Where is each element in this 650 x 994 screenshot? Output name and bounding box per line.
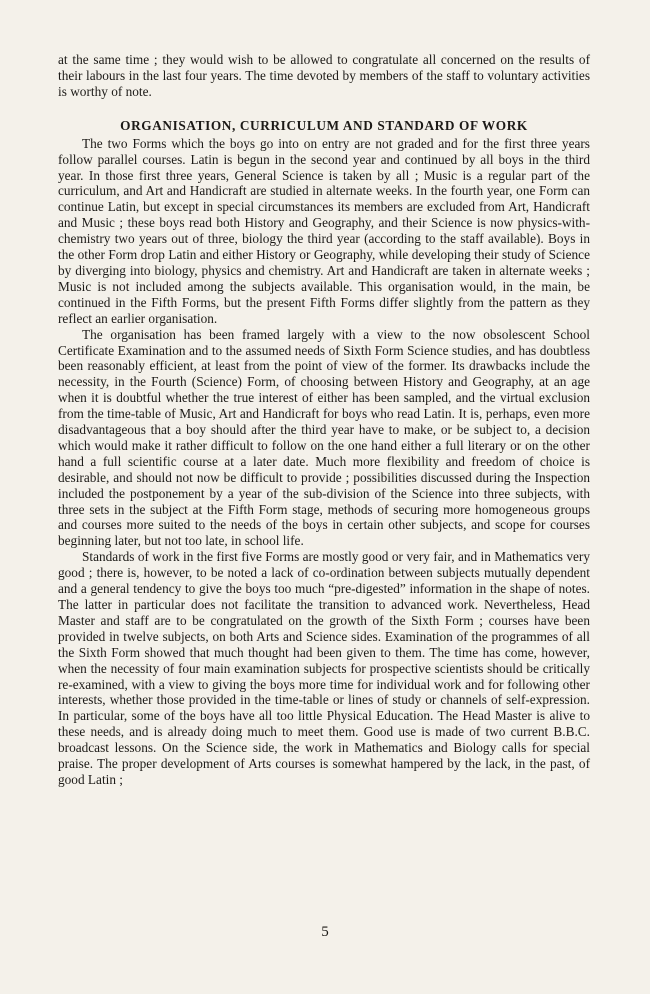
paragraph-standards: Standards of work in the first five Forms are mostly good or very fair, and in Mathematics very good ; there is, however, to be noted a lack of co-ordination between subjects mutually dependent and a general tendency to give the boys too much “pre-digested” information in the shape of notes. The latter in particular does not facilitate the transition to advanced work. Nevertheless, Head Master and staff are to be congratulated on the growth of the Sixth Form ; courses have been provided in twelve subjects, on both Arts and Science sides. Examination of the programmes of all the Sixth Form showed that much thought had been given to them. The time has come, however, when the necessity of four main examination subjects for prospective scientists should be critically re-examined, with a view to giving the boys more time for individual work and for following other interests, whether those provided in the time-table or lines of study or channels of self-expression. In particular, some of the boys have all too little Physical Education. The Head Master is alive to these needs, and is already doing much to meet them. Good use is made of two current B.B.C. broadcast lessons. On the Science side, the work in Mathematics and Biology calls for special praise. The proper development of Arts courses is somewhat hampered by the lack, in the past, of good Latin ; <box>58 549 590 787</box>
opening-paragraph: at the same time ; they would wish to be allowed to congratulate all concerned on the results of their labours in the last four years. The time devoted by members of the staff to voluntary activities is worthy of note. <box>58 52 590 99</box>
paragraph-drawbacks: The organisation has been framed largely with a view to the now obsolescent School Certificate Examination and to the assumed needs of Sixth Form Science studies, and has doubtless been reasonably efficient, at least from the point of view of the former. Its drawbacks include the necessity, in the Fourth (Science) Form, of choosing between History and Geography, at an age when it is doubtful whether the true interest of either has been sampled, and the virtual exclusion from the time-table of Music, Art and Handicraft for boys who read Latin. It is, perhaps, even more disadvantageous that a boy should after the third year have to make, or be subject to, a decision which would make it rather difficult to follow on the one hand either a full literary or on the other hand a full scientific course at a later date. Much more flexibility and freedom of choice is desirable, and should not now be difficult to provide ; possibilities discussed during the Inspection included the postponement by a year of the sub-division of the Science into three subjects, with three sets in the subject at the Fifth Form stage, methods of securing more homogeneous groups and courses more suited to the needs of the boys in certain other subjects, and scope for courses beginning later, but not too late, in school life. <box>58 326 590 549</box>
section-heading: ORGANISATION, CURRICULUM AND STANDARD OF WORK <box>120 117 528 133</box>
paragraph-organisation: The two Forms which the boys go into on entry are not graded and for the first three years follow parallel courses. Latin is begun in the second year and continued by all boys in the third year. In those first three years, General Science is taken by all ; Music is a regular part of the curriculum, and Art and Handicraft are studied in alternate weeks. In the fourth year, one Form can continue Latin, but except in special circumstances its members are excluded from Art, Handicraft and Music ; these boys read both History and Geography, and their Science is now physics-with-chemistry two years out of three, biology the third year (according to the staff available). Boys in the other Form drop Latin and either History or Geography, while developing their study of Science by diverging into biology, physics and chemistry. Art and Handicraft are taken in alternate weeks ; Music is not included among the subjects available. This organisation would, in the main, be continued in the Fifth Forms, but the present Fifth Forms differ slightly from the pattern as they reflect an earlier organisation. <box>58 135 590 326</box>
page-number: 5 <box>321 924 329 940</box>
